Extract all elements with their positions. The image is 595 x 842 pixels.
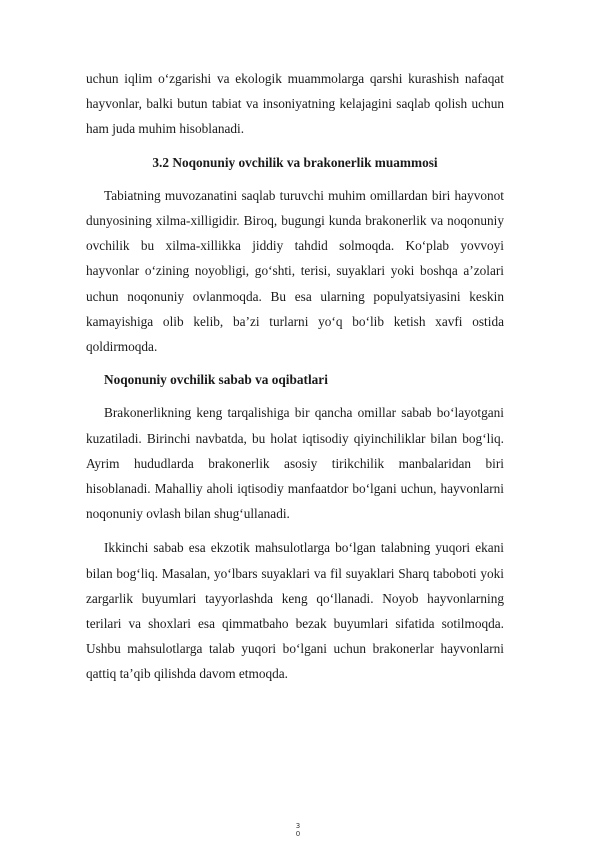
page-number-digit: 0 [295, 830, 301, 838]
document-page [86, 66, 504, 687]
paragraph-biodiversity: Tabiatning muvozanatini saqlab turuvchi muhim omillardan biri hayvonot dunyosining xilma-xilligidir. Biroq, bugungi kunda brakonerlik va noqonuniy ovchilik bu xilma-xillikka jiddiy tahdid solmoqda. Ko‘plab yovvoyi hayvonlar o‘zining noyobligi, go‘shti, terisi, suyaklari yoki boshqa a’zolari uchun noqonuniy ovlanmoqda. Bu esa ularning populyatsiyasini keskin kamayishiga olib kelib, ba’zi turlarni yo‘q bo‘lib ketish xavfi ostida qoldirmoqda. [86, 187, 504, 355]
subsection-heading: Noqonuniy ovchilik sabab va oqibatlari [104, 372, 328, 388]
page-number-digit: 3 [295, 822, 301, 830]
paragraph-causes-economic: Brakonerlikning keng tarqalishiga bir qancha omillar sabab bo‘layotgani kuzatiladi. Birinchi navbatda, bu holat iqtisodiy qiyinchiliklar bilan bog‘liq. Ayrim hududlarda brakonerlik asosiy tirikchilik manbalaridan biri hisoblanadi. Mahalliy aholi iqtisodiy manfaatdor bo‘lgani uchun, hayvonlarni noqonuniy ovlash bilan shug‘ullanadi. [86, 405, 504, 522]
paragraph-intro-continuation: uchun iqlim o‘zgarishi va ekologik muammolarga qarshi kurashish nafaqat hayvonlar, balki butun tabiat va insoniyatning kelajagini saqlab qolish uchun ham juda muhim hisoblanadi. [86, 71, 504, 137]
paragraph-causes-exotic-demand: Ikkinchi sabab esa ekzotik mahsulotlarga bo‘lgan talabning yuqori ekani bilan bog‘liq. Masalan, yo‘lbars suyaklari va fil suyaklari Sharq taboboti yoki zargarlik buyumlari tayyorlashda keng qo‘llanadi. Noyob hayvonlarning terilari va shoxlari esa qimmatbaho bezak buyumlari sifatida sotilmoqda. Ushbu mahsulotlarga talab yuqori bo‘lgani uchun brakonerlar hayvonlarni qattiq ta’qib qilishda davom etmoqda. [86, 540, 504, 682]
section-heading: 3.2 Noqonuniy ovchilik va brakonerlik muammosi [152, 154, 438, 170]
page-number [292, 822, 304, 838]
